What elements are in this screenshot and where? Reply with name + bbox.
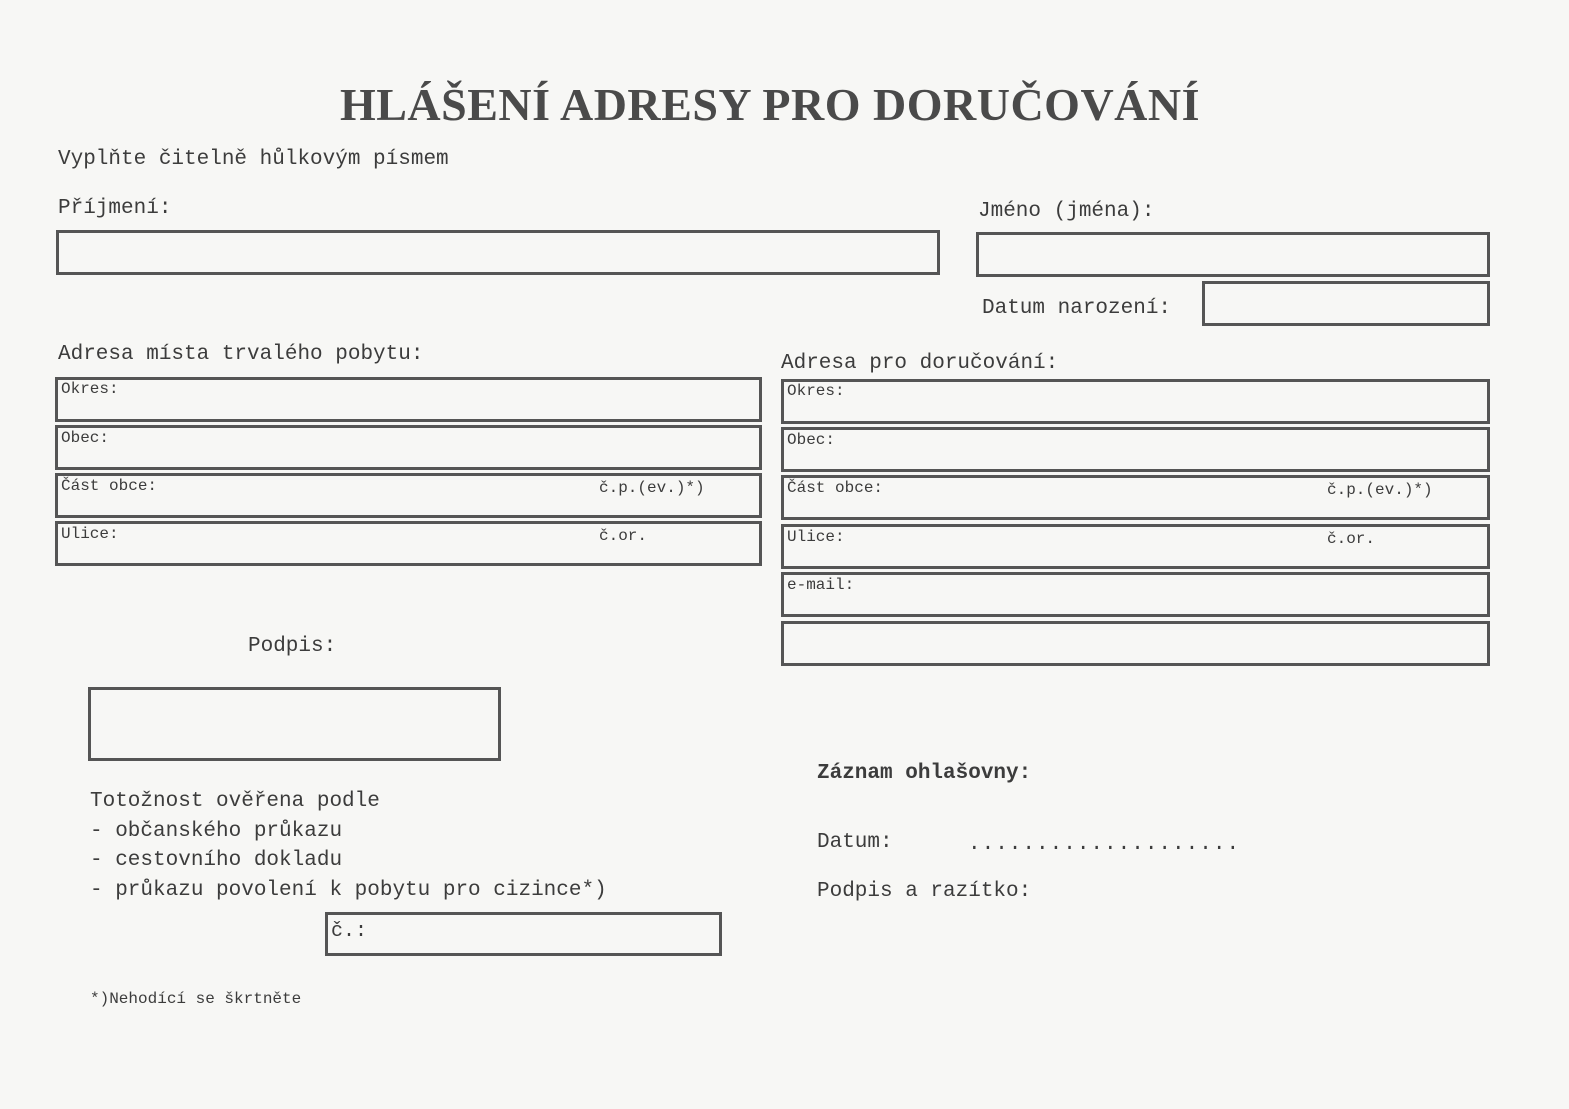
email-label: e-mail:	[787, 576, 855, 594]
office-record-heading: Záznam ohlašovny:	[817, 762, 1032, 785]
office-date-dots: ....................	[968, 833, 1241, 856]
signature-label: Podpis:	[248, 635, 337, 658]
office-sign-label: Podpis a razítko:	[817, 880, 1032, 903]
cp-label: č.p.(ev.)*)	[1327, 481, 1433, 499]
obec-label: Obec:	[61, 429, 110, 447]
delivery-ulice-field[interactable]	[781, 524, 1490, 569]
permanent-cast-obce-field[interactable]	[55, 473, 762, 518]
ulice-label: Ulice:	[787, 528, 845, 546]
cor-label: č.or.	[599, 527, 648, 545]
identity-verification	[90, 787, 607, 905]
given-name-label: Jméno (jména):	[978, 200, 1155, 223]
delivery-okres-field[interactable]	[781, 379, 1490, 424]
document-number-field[interactable]	[325, 912, 722, 956]
okres-label: Okres:	[787, 382, 845, 400]
form-title: HLÁŠENÍ ADRESY PRO DORUČOVÁNÍ	[339, 79, 1201, 130]
cast-obce-label: Část obce:	[787, 479, 884, 497]
identity-heading: Totožnost ověřena podle	[90, 790, 380, 813]
signature-field[interactable]	[88, 687, 501, 761]
footnote: *)Nehodící se škrtněte	[90, 990, 302, 1008]
okres-label: Okres:	[61, 380, 119, 398]
cor-label: č.or.	[1327, 530, 1376, 548]
cast-obce-label: Část obce:	[61, 477, 158, 495]
instruction-text: Vyplňte čitelně hůlkovým písmem	[58, 148, 449, 171]
permanent-address-heading: Adresa místa trvalého pobytu:	[58, 343, 424, 366]
obec-label: Obec:	[787, 431, 836, 449]
number-label: č.:	[331, 920, 368, 943]
identity-option-residence-permit: - průkazu povolení k pobytu pro cizince*)	[90, 878, 607, 902]
surname-field[interactable]	[56, 230, 940, 275]
given-name-field[interactable]	[976, 232, 1490, 277]
delivery-address-heading: Adresa pro doručování:	[781, 352, 1059, 375]
permanent-ulice-field[interactable]	[55, 521, 762, 566]
delivery-email-field[interactable]	[781, 572, 1490, 617]
permanent-okres-field[interactable]	[55, 377, 762, 422]
identity-option-travel-doc: - cestovního dokladu	[90, 849, 343, 872]
birth-date-label: Datum narození:	[982, 297, 1172, 320]
permanent-obec-field[interactable]	[55, 425, 762, 470]
birth-date-field[interactable]	[1202, 281, 1490, 326]
office-date-label: Datum:	[817, 831, 893, 854]
delivery-obec-field[interactable]	[781, 427, 1490, 472]
delivery-extra-field[interactable]	[781, 621, 1490, 666]
delivery-cast-obce-field[interactable]	[781, 475, 1490, 520]
cp-label: č.p.(ev.)*)	[599, 479, 705, 497]
surname-label: Příjmení:	[58, 197, 172, 220]
ulice-label: Ulice:	[61, 525, 119, 543]
identity-option-id-card: - občanského průkazu	[90, 819, 343, 843]
